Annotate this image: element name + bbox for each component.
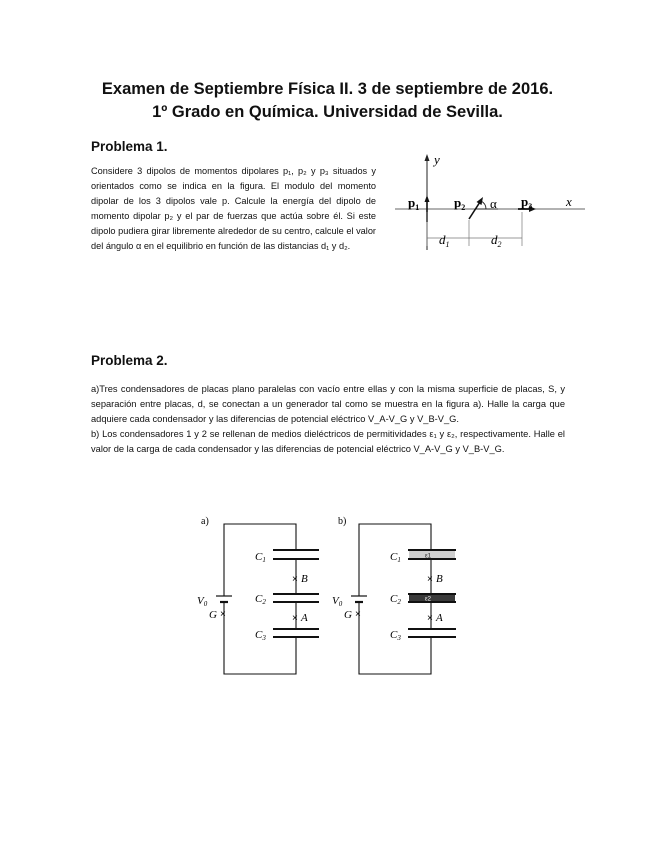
point-g-a-label: G bbox=[209, 609, 217, 621]
battery-b-v0-label: V0 bbox=[332, 595, 343, 608]
capacitor-a-c2-label: C2 bbox=[255, 593, 266, 606]
point-g-b-marker: × bbox=[355, 609, 361, 620]
x-axis-label: x bbox=[566, 194, 572, 209]
problem1-text bbox=[91, 164, 376, 254]
exam-title-line2: 1º Grado en Química. Universidad de Sevilla. bbox=[152, 103, 503, 121]
dipole-p2-label: $p_2$ bbox=[454, 195, 466, 212]
point-a-a-marker: × bbox=[292, 613, 298, 624]
problem2-text bbox=[91, 382, 565, 457]
dipole-p1-arrowhead bbox=[425, 195, 430, 202]
battery-a-v0-label: V0 bbox=[197, 595, 208, 608]
point-b-b-marker: × bbox=[427, 574, 433, 585]
point-a-b-marker: × bbox=[427, 613, 433, 624]
dielectric-2-label: ε2 bbox=[425, 596, 432, 603]
y-axis-arrow bbox=[425, 154, 430, 161]
point-a-a-label: A bbox=[301, 612, 308, 624]
capacitor-a-c3-label: C3 bbox=[255, 629, 266, 642]
problem2-part-a: a)Tres condensadores de placas plano paralelas con vacío entre ellas y con la misma superficie de placas, S, y separación entre placas, d, se conectan a un generador tal como se muestra en la figura a). Halle la carga que adquiere cada condensador y las diferencias de potencial eléctrico V_A-V_G y V_B-V_G. bbox=[91, 384, 565, 424]
problem1-heading: Problema 1. bbox=[91, 139, 168, 154]
y-axis-label: y bbox=[434, 152, 440, 167]
d1-label: $d_1$ bbox=[439, 232, 450, 249]
problem2-part-b: b) Los condensadores 1 y 2 se rellenan de medios dieléctricos de permitividades ε₁ y ε₂, respectivamente. Halle el valor de la carga de cada condensador y las diferencias de potencial eléctrico V_A-V_G y V_B-V_G. bbox=[91, 429, 565, 454]
point-b-b-label: B bbox=[436, 573, 443, 585]
d2-label: $d_2$ bbox=[491, 232, 502, 249]
point-a-b-label: A bbox=[436, 612, 443, 624]
capacitor-a-c1-label: C1 bbox=[255, 551, 266, 564]
point-g-a-marker: × bbox=[220, 609, 226, 620]
dipole-p2-arrow bbox=[469, 202, 480, 219]
point-g-b-label: G bbox=[344, 609, 352, 621]
dielectric-1-label: ε1 bbox=[425, 553, 432, 560]
dipole-p3-label: $p_3$ bbox=[521, 194, 533, 211]
capacitor-circuits-figure bbox=[195, 510, 485, 680]
point-b-a-label: B bbox=[301, 573, 308, 585]
angle-alpha-label: α bbox=[490, 196, 497, 211]
figure-a-label: a) bbox=[201, 516, 209, 527]
capacitor-b-c2-label: C2 bbox=[390, 593, 401, 606]
capacitor-b-c1-label: C1 bbox=[390, 551, 401, 564]
exam-title-line1: Examen de Septiembre Física II. 3 de septiembre de 2016. bbox=[101, 80, 554, 98]
problem1-paragraph: Considere 3 dipolos de momentos dipolares p₁, p₂ y p₃ situados y orientados como se indica en la figura. El modulo del momento dipolar de los 3 dipolos vale p. Calcule la energía del dipolo de momento dipolar p₂ y el par de fuerzas que actúa sobre él. Si este dipolo pudiera girar libremente alrededor de su centro, calcule el valor del ángulo α en el equilibrio en función de las distancias d₁ y d₂. bbox=[91, 166, 376, 251]
dipole-figure bbox=[390, 150, 590, 260]
dielectric-1-fill bbox=[409, 551, 455, 558]
dipole-p1-label: $p_1$ bbox=[408, 195, 420, 212]
problem2-heading: Problema 2. bbox=[91, 353, 168, 368]
figure-b-label: b) bbox=[338, 516, 347, 527]
dielectric-2-fill bbox=[409, 595, 455, 601]
dipole-p2-arrowhead bbox=[477, 197, 484, 205]
point-b-a-marker: × bbox=[292, 574, 298, 585]
capacitor-b-c3-label: C3 bbox=[390, 629, 401, 642]
